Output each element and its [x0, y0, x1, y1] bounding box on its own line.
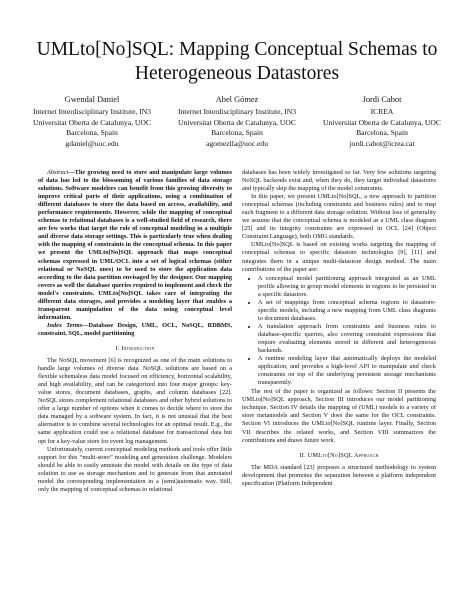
- author-name: Jordi Cabot: [362, 95, 402, 104]
- author-location: Barcelona, Spain: [211, 128, 263, 138]
- body-paragraph: The NoSQL movement [6] is recognized as one of the main solutions to handle large volumes of diverse data. NoSQL solutions are based on a flexible schemaless data model focused on efficiency, horizontal scalability, and high availability, and can be categorized into four major groups: key-value stores, document databases, graphs, and column databases [22]. NoSQL stores complement relational databases and other hybrid solutions to offer a large number of options when it comes to decide where to store the data managed by a software system. In fact, it is not unusual that the best alternative is to combine several technologies for an optimal result. E.g., the same application could use a relational database for transactional data but opt for a key-value store for event log management.: [38, 357, 232, 445]
- list-item: • A set of mappings from conceptual schema regions to datastore-specific models, including a new mapping from UML class diagrams to document databases.: [258, 299, 436, 323]
- section-heading-approach: II. UMLto[No]SQL Approach: [299, 451, 379, 459]
- author-affiliation: Internet Interdisciplinary Institute, IN3: [177, 107, 297, 117]
- left-column: [38, 169, 232, 494]
- author-card: [312, 95, 452, 149]
- author-affiliation: Universitat Oberta de Catalunya, UOC: [33, 117, 151, 127]
- index-terms: [38, 322, 232, 338]
- author-card: [22, 95, 162, 149]
- author-affiliation: Universitat Oberta de Catalunya, UOC: [178, 117, 296, 127]
- contributions-list: [242, 275, 436, 388]
- right-column: [242, 169, 436, 488]
- index-terms-text: —Database Design, UML, OCL, NoSQL, RDBMS, constraint, SQL, model partitioning: [38, 321, 232, 337]
- body-paragraph: databases has been widely investigated so far. Very few solutions targeting NoSQL backends exist and, when they do, they target individual datastores and typically skip the mapping of the model constraints.: [242, 169, 436, 193]
- author-name: Abel Gómez: [215, 95, 259, 104]
- body-paragraph: UMLto[No]SQL is based on existing works targeting the mapping of conceptual schemas to specific datastore technologies [9], [11] and integrates them in a unique multi-datastore design method. The main contributions of the paper are:: [242, 241, 436, 273]
- author-email: gdaniel@uoc.edu: [65, 138, 119, 148]
- abstract: [38, 169, 232, 322]
- author-location: Barcelona, Spain: [66, 128, 118, 138]
- author-name: Gwendal Daniel: [64, 95, 120, 104]
- body-paragraph: The MDA standard [23] proposes a structured methodology to system development that promotes the separation between a platform independent specification (Platform Independent: [242, 463, 436, 487]
- author-block: [22, 95, 452, 149]
- body-paragraph: The rest of the paper is organized as follows: Section II presents the UMLto[No]SQL approach, Section III introduces our model partitioning technique, Section IV details the mapping of (UML) models to a variety of store metamodels and Section V does the same for the OCL constraints. Section VI introduces the UMLto[No]SQL runtime layer. Finally, Section VII describes the related works, and Section VIII summarizes the contributions and draws future work.: [242, 388, 436, 444]
- abstract-lead: Abstract: [47, 169, 69, 176]
- author-card: [167, 95, 307, 149]
- abstract-text: —The growing need to store and manipulate large volumes of data has led to the blossoming of various families of data storage solutions. Software modelers can benefit from this growing diversity to improve critical parts of their applications, using a combination of different databases to store the data based on access, availability, and performance requirements. However, while the mapping of conceptual schemas to relational databases is a well-studied field of research, there are few works that target the role of conceptual modeling in a multiple and diverse data storage settings. This is particularly true when dealing with the mapping of constraints in the conceptual schema. In this paper we present the UMLto[No]SQL approach that maps conceptual schemas expressed in UML/OCL into a set of logical schemas (either relational or NoSQL ones) to be used to store the application data according to the data partition envisaged by the designer. Our mapping covers as well the database queries required to implement and check the model's constraints. UMLto[No]SQL takes care of integrating the different data storages, and provides a modeling layer that enables a transparent manipulation of the data using conceptual level information.: [38, 169, 232, 321]
- list-item: • A conceptual model partitioning approach integrated as an UML profile allowing to group model elements in regions to be persisted in a specific datastore.: [258, 275, 436, 299]
- list-item: • A runtime modeling layer that automatically deploys the modeled application, and provides a high-level API to manipulate and check constraints on top of the underlying persistent storage mechanisms transparently.: [258, 355, 436, 387]
- section-heading-introduction: I. Introduction: [115, 344, 155, 352]
- author-affiliation: ICREA: [370, 107, 394, 117]
- paper-title: UMLto[No]SQL: Mapping Conceptual Schemas to Heterogeneous Datastores: [36, 39, 438, 84]
- author-email: jordi.cabot@icrea.cat: [349, 138, 415, 148]
- index-terms-lead: Index Terms: [47, 321, 83, 329]
- author-location: Barcelona, Spain: [356, 128, 408, 138]
- body-paragraph: In this paper, we present UMLto[No]SQL, a new approach to partition conceptual schemas (including constraints and business rules) and to map each fragment to a different data storage solution. Without loss of generality we assume that the conceptual schema is modeled as a UML class diagram [25] and its integrity constraints are expressed in OCL [24] (Object Constraint Language), both OMG standards.: [242, 193, 436, 241]
- author-affiliation: Internet Interdisciplinary Institute, IN3: [32, 107, 152, 117]
- list-item: • A translation approach from constraints and business rules to database-specific queries, also covering constraint expressions that require evaluating elements stored in different and heterogeneous backends.: [258, 323, 436, 355]
- author-affiliation: Universitat Oberta de Catalunya, UOC: [323, 117, 441, 127]
- author-email: agomezlla@uoc.edu: [205, 138, 269, 148]
- body-paragraph: Unfortunately, current conceptual modeling methods and tools offer little support for this “multi-store” modeling and generation challenge. Modelers should be able to easily annotate the model with details on the type of data solution to use as storage mechanism and to generate from that annotated model the corresponding implementation in a (semi)automatic way. Still, only the mapping of conceptual schemas to relational: [38, 445, 232, 493]
